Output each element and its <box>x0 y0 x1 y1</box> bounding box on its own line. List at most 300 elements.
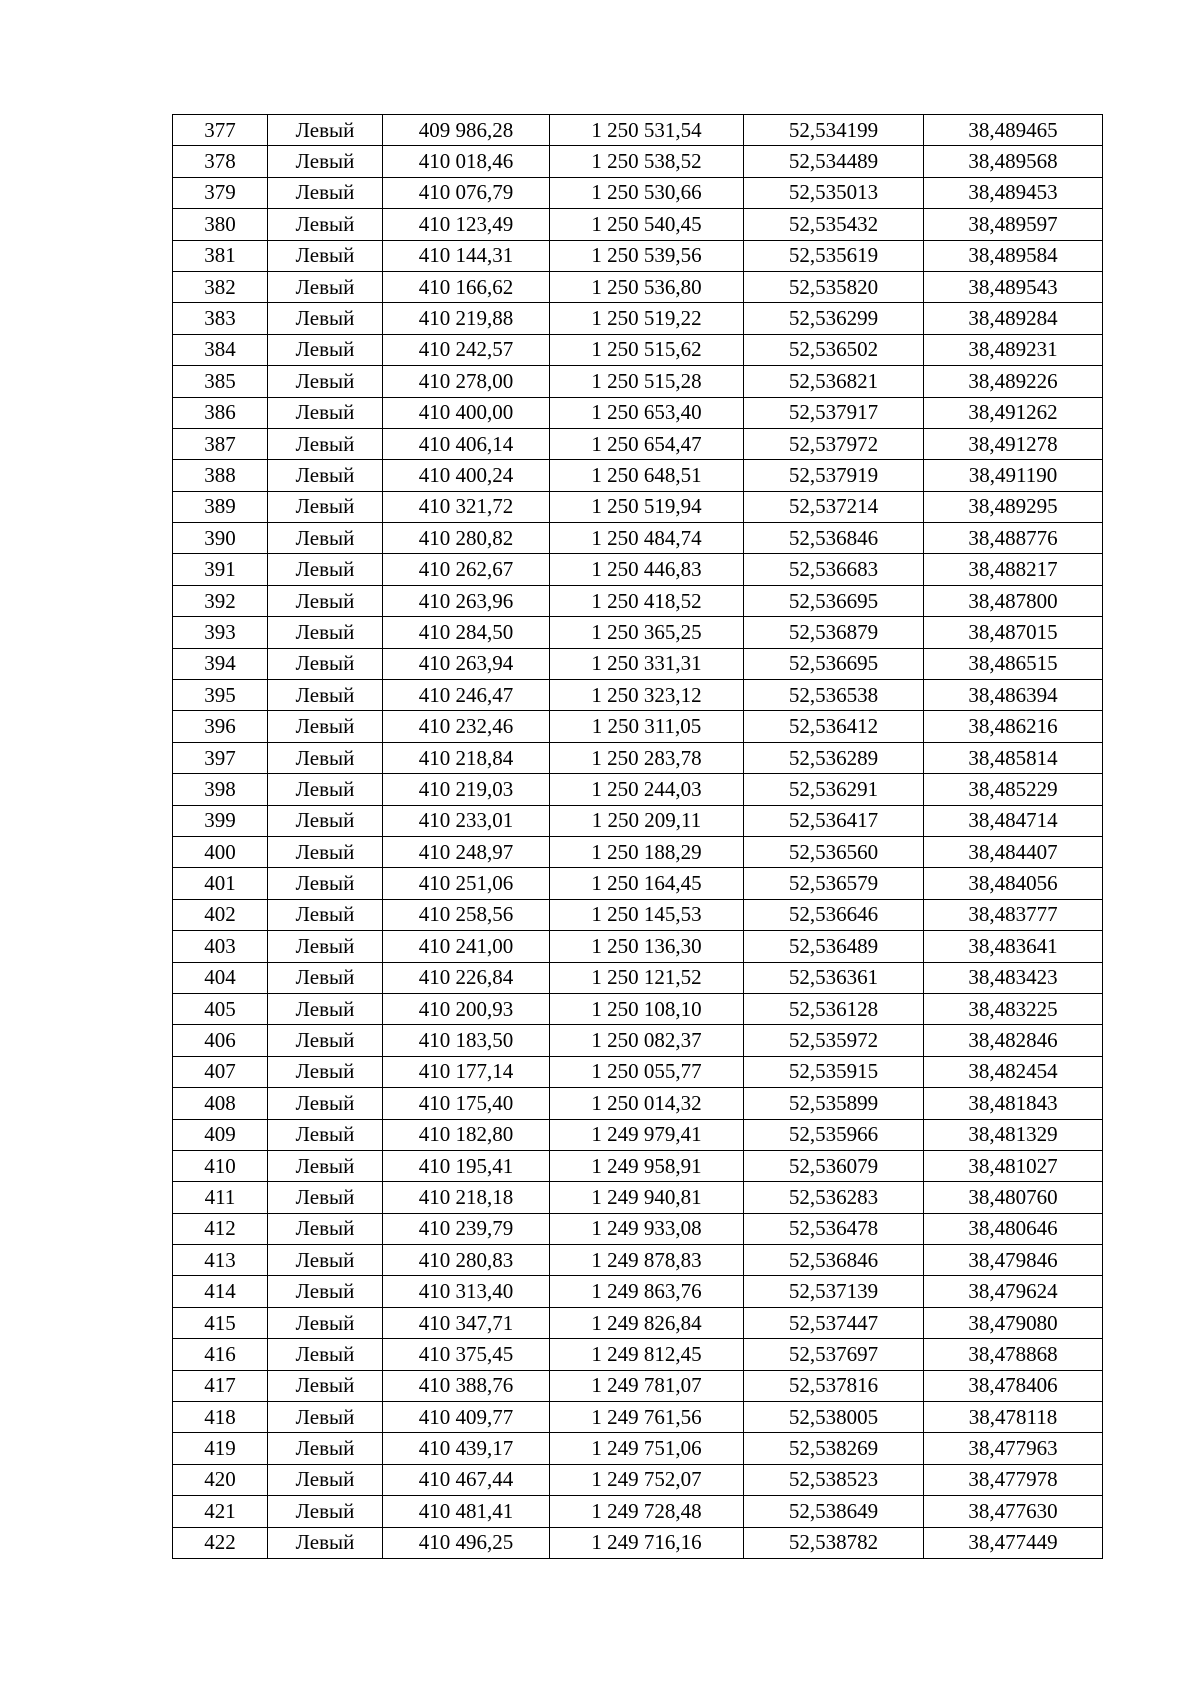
side-cell: Левый <box>268 177 383 208</box>
x-coordinate-cell: 410 496,25 <box>383 1527 550 1558</box>
y-coordinate-cell: 1 250 283,78 <box>550 742 744 773</box>
y-coordinate-cell: 1 250 536,80 <box>550 271 744 302</box>
longitude-cell: 38,483641 <box>924 931 1103 962</box>
table-row <box>173 1245 1103 1276</box>
longitude-cell: 38,489453 <box>924 177 1103 208</box>
side-cell: Левый <box>268 1339 383 1370</box>
latitude-cell: 52,536079 <box>744 1150 924 1181</box>
table-row <box>173 868 1103 899</box>
table-row <box>173 523 1103 554</box>
y-coordinate-cell: 1 249 812,45 <box>550 1339 744 1370</box>
x-coordinate-cell: 410 239,79 <box>383 1213 550 1244</box>
x-coordinate-cell: 410 242,57 <box>383 334 550 365</box>
latitude-cell: 52,535899 <box>744 1088 924 1119</box>
point-number-cell: 385 <box>173 366 268 397</box>
longitude-cell: 38,482846 <box>924 1025 1103 1056</box>
table-row <box>173 1402 1103 1433</box>
point-number-cell: 418 <box>173 1402 268 1433</box>
table-row <box>173 774 1103 805</box>
y-coordinate-cell: 1 250 539,56 <box>550 240 744 271</box>
side-cell: Левый <box>268 554 383 585</box>
latitude-cell: 52,538005 <box>744 1402 924 1433</box>
point-number-cell: 397 <box>173 742 268 773</box>
y-coordinate-cell: 1 250 515,62 <box>550 334 744 365</box>
y-coordinate-cell: 1 250 648,51 <box>550 460 744 491</box>
table-row <box>173 1150 1103 1181</box>
point-number-cell: 406 <box>173 1025 268 1056</box>
point-number-cell: 417 <box>173 1370 268 1401</box>
latitude-cell: 52,538523 <box>744 1464 924 1495</box>
x-coordinate-cell: 410 144,31 <box>383 240 550 271</box>
latitude-cell: 52,535966 <box>744 1119 924 1150</box>
latitude-cell: 52,536361 <box>744 962 924 993</box>
longitude-cell: 38,481843 <box>924 1088 1103 1119</box>
table-row <box>173 1056 1103 1087</box>
latitude-cell: 52,536417 <box>744 805 924 836</box>
x-coordinate-cell: 410 248,97 <box>383 836 550 867</box>
longitude-cell: 38,477978 <box>924 1464 1103 1495</box>
x-coordinate-cell: 410 400,00 <box>383 397 550 428</box>
x-coordinate-cell: 410 218,18 <box>383 1182 550 1213</box>
latitude-cell: 52,535820 <box>744 271 924 302</box>
latitude-cell: 52,536289 <box>744 742 924 773</box>
y-coordinate-cell: 1 250 136,30 <box>550 931 744 962</box>
side-cell: Левый <box>268 617 383 648</box>
point-number-cell: 401 <box>173 868 268 899</box>
longitude-cell: 38,489284 <box>924 303 1103 334</box>
x-coordinate-cell: 410 262,67 <box>383 554 550 585</box>
table-row <box>173 962 1103 993</box>
table-row <box>173 993 1103 1024</box>
table-row <box>173 460 1103 491</box>
y-coordinate-cell: 1 250 365,25 <box>550 617 744 648</box>
y-coordinate-cell: 1 250 519,94 <box>550 491 744 522</box>
y-coordinate-cell: 1 249 940,81 <box>550 1182 744 1213</box>
y-coordinate-cell: 1 249 933,08 <box>550 1213 744 1244</box>
point-number-cell: 395 <box>173 680 268 711</box>
x-coordinate-cell: 410 263,96 <box>383 585 550 616</box>
table-row <box>173 554 1103 585</box>
table-row <box>173 115 1103 146</box>
point-number-cell: 390 <box>173 523 268 554</box>
latitude-cell: 52,534489 <box>744 146 924 177</box>
side-cell: Левый <box>268 1527 383 1558</box>
point-number-cell: 391 <box>173 554 268 585</box>
table-row <box>173 805 1103 836</box>
table-row <box>173 1464 1103 1495</box>
side-cell: Левый <box>268 1119 383 1150</box>
latitude-cell: 52,538269 <box>744 1433 924 1464</box>
point-number-cell: 422 <box>173 1527 268 1558</box>
x-coordinate-cell: 410 313,40 <box>383 1276 550 1307</box>
longitude-cell: 38,478118 <box>924 1402 1103 1433</box>
latitude-cell: 52,536412 <box>744 711 924 742</box>
table-row <box>173 1276 1103 1307</box>
y-coordinate-cell: 1 250 531,54 <box>550 115 744 146</box>
table-row <box>173 1307 1103 1338</box>
longitude-cell: 38,483423 <box>924 962 1103 993</box>
x-coordinate-cell: 410 321,72 <box>383 491 550 522</box>
y-coordinate-cell: 1 250 418,52 <box>550 585 744 616</box>
x-coordinate-cell: 410 166,62 <box>383 271 550 302</box>
side-cell: Левый <box>268 1213 383 1244</box>
point-number-cell: 396 <box>173 711 268 742</box>
x-coordinate-cell: 410 409,77 <box>383 1402 550 1433</box>
x-coordinate-cell: 410 018,46 <box>383 146 550 177</box>
table-row <box>173 1370 1103 1401</box>
point-number-cell: 381 <box>173 240 268 271</box>
longitude-cell: 38,487015 <box>924 617 1103 648</box>
point-number-cell: 413 <box>173 1245 268 1276</box>
longitude-cell: 38,480646 <box>924 1213 1103 1244</box>
longitude-cell: 38,484407 <box>924 836 1103 867</box>
table-row <box>173 366 1103 397</box>
side-cell: Левый <box>268 428 383 459</box>
longitude-cell: 38,485229 <box>924 774 1103 805</box>
side-cell: Левый <box>268 240 383 271</box>
longitude-cell: 38,484056 <box>924 868 1103 899</box>
table-row <box>173 585 1103 616</box>
x-coordinate-cell: 410 278,00 <box>383 366 550 397</box>
point-number-cell: 402 <box>173 899 268 930</box>
longitude-cell: 38,489295 <box>924 491 1103 522</box>
y-coordinate-cell: 1 250 484,74 <box>550 523 744 554</box>
x-coordinate-cell: 410 219,88 <box>383 303 550 334</box>
point-number-cell: 403 <box>173 931 268 962</box>
point-number-cell: 387 <box>173 428 268 459</box>
x-coordinate-cell: 410 388,76 <box>383 1370 550 1401</box>
point-number-cell: 379 <box>173 177 268 208</box>
point-number-cell: 410 <box>173 1150 268 1181</box>
longitude-cell: 38,477963 <box>924 1433 1103 1464</box>
side-cell: Левый <box>268 805 383 836</box>
latitude-cell: 52,537139 <box>744 1276 924 1307</box>
side-cell: Левый <box>268 1370 383 1401</box>
y-coordinate-cell: 1 249 958,91 <box>550 1150 744 1181</box>
side-cell: Левый <box>268 899 383 930</box>
x-coordinate-cell: 410 195,41 <box>383 1150 550 1181</box>
y-coordinate-cell: 1 249 716,16 <box>550 1527 744 1558</box>
side-cell: Левый <box>268 1402 383 1433</box>
table-row <box>173 428 1103 459</box>
x-coordinate-cell: 409 986,28 <box>383 115 550 146</box>
side-cell: Левый <box>268 962 383 993</box>
x-coordinate-cell: 410 280,82 <box>383 523 550 554</box>
side-cell: Левый <box>268 397 383 428</box>
table-row <box>173 648 1103 679</box>
table-row <box>173 711 1103 742</box>
side-cell: Левый <box>268 1025 383 1056</box>
side-cell: Левый <box>268 1464 383 1495</box>
point-number-cell: 409 <box>173 1119 268 1150</box>
longitude-cell: 38,478406 <box>924 1370 1103 1401</box>
latitude-cell: 52,536821 <box>744 366 924 397</box>
y-coordinate-cell: 1 250 121,52 <box>550 962 744 993</box>
table-row <box>173 1088 1103 1119</box>
side-cell: Левый <box>268 931 383 962</box>
side-cell: Левый <box>268 366 383 397</box>
side-cell: Левый <box>268 334 383 365</box>
x-coordinate-cell: 410 263,94 <box>383 648 550 679</box>
side-cell: Левый <box>268 868 383 899</box>
y-coordinate-cell: 1 250 540,45 <box>550 209 744 240</box>
y-coordinate-cell: 1 250 653,40 <box>550 397 744 428</box>
latitude-cell: 52,536502 <box>744 334 924 365</box>
side-cell: Левый <box>268 1182 383 1213</box>
point-number-cell: 405 <box>173 993 268 1024</box>
table-row <box>173 899 1103 930</box>
latitude-cell: 52,536846 <box>744 523 924 554</box>
side-cell: Левый <box>268 146 383 177</box>
y-coordinate-cell: 1 249 878,83 <box>550 1245 744 1276</box>
side-cell: Левый <box>268 1088 383 1119</box>
side-cell: Левый <box>268 836 383 867</box>
side-cell: Левый <box>268 680 383 711</box>
table-row <box>173 680 1103 711</box>
x-coordinate-cell: 410 280,83 <box>383 1245 550 1276</box>
table-row <box>173 146 1103 177</box>
latitude-cell: 52,537917 <box>744 397 924 428</box>
longitude-cell: 38,488217 <box>924 554 1103 585</box>
side-cell: Левый <box>268 742 383 773</box>
y-coordinate-cell: 1 250 145,53 <box>550 899 744 930</box>
side-cell: Левый <box>268 1496 383 1527</box>
y-coordinate-cell: 1 249 979,41 <box>550 1119 744 1150</box>
longitude-cell: 38,489597 <box>924 209 1103 240</box>
side-cell: Левый <box>268 491 383 522</box>
side-cell: Левый <box>268 460 383 491</box>
y-coordinate-cell: 1 250 188,29 <box>550 836 744 867</box>
y-coordinate-cell: 1 250 519,22 <box>550 303 744 334</box>
side-cell: Левый <box>268 585 383 616</box>
side-cell: Левый <box>268 1276 383 1307</box>
latitude-cell: 52,537816 <box>744 1370 924 1401</box>
latitude-cell: 52,536283 <box>744 1182 924 1213</box>
point-number-cell: 398 <box>173 774 268 805</box>
latitude-cell: 52,536291 <box>744 774 924 805</box>
longitude-cell: 38,481329 <box>924 1119 1103 1150</box>
y-coordinate-cell: 1 249 863,76 <box>550 1276 744 1307</box>
latitude-cell: 52,537972 <box>744 428 924 459</box>
x-coordinate-cell: 410 218,84 <box>383 742 550 773</box>
y-coordinate-cell: 1 250 209,11 <box>550 805 744 836</box>
point-number-cell: 383 <box>173 303 268 334</box>
table-row <box>173 177 1103 208</box>
longitude-cell: 38,483225 <box>924 993 1103 1024</box>
latitude-cell: 52,536560 <box>744 836 924 867</box>
x-coordinate-cell: 410 400,24 <box>383 460 550 491</box>
longitude-cell: 38,482454 <box>924 1056 1103 1087</box>
point-number-cell: 394 <box>173 648 268 679</box>
longitude-cell: 38,477630 <box>924 1496 1103 1527</box>
point-number-cell: 419 <box>173 1433 268 1464</box>
point-number-cell: 420 <box>173 1464 268 1495</box>
x-coordinate-cell: 410 219,03 <box>383 774 550 805</box>
longitude-cell: 38,486216 <box>924 711 1103 742</box>
x-coordinate-cell: 410 246,47 <box>383 680 550 711</box>
side-cell: Левый <box>268 774 383 805</box>
point-number-cell: 415 <box>173 1307 268 1338</box>
y-coordinate-cell: 1 250 530,66 <box>550 177 744 208</box>
table-row <box>173 1527 1103 1558</box>
longitude-cell: 38,481027 <box>924 1150 1103 1181</box>
table-row <box>173 931 1103 962</box>
longitude-cell: 38,491278 <box>924 428 1103 459</box>
point-number-cell: 404 <box>173 962 268 993</box>
longitude-cell: 38,489584 <box>924 240 1103 271</box>
y-coordinate-cell: 1 249 752,07 <box>550 1464 744 1495</box>
point-number-cell: 421 <box>173 1496 268 1527</box>
side-cell: Левый <box>268 209 383 240</box>
latitude-cell: 52,536879 <box>744 617 924 648</box>
x-coordinate-cell: 410 123,49 <box>383 209 550 240</box>
latitude-cell: 52,538782 <box>744 1527 924 1558</box>
table-row <box>173 303 1103 334</box>
x-coordinate-cell: 410 183,50 <box>383 1025 550 1056</box>
table-row <box>173 1496 1103 1527</box>
y-coordinate-cell: 1 250 538,52 <box>550 146 744 177</box>
point-number-cell: 399 <box>173 805 268 836</box>
latitude-cell: 52,537919 <box>744 460 924 491</box>
point-number-cell: 382 <box>173 271 268 302</box>
point-number-cell: 400 <box>173 836 268 867</box>
longitude-cell: 38,478868 <box>924 1339 1103 1370</box>
table-row <box>173 1119 1103 1150</box>
point-number-cell: 412 <box>173 1213 268 1244</box>
point-number-cell: 388 <box>173 460 268 491</box>
y-coordinate-cell: 1 250 446,83 <box>550 554 744 585</box>
latitude-cell: 52,536695 <box>744 585 924 616</box>
latitude-cell: 52,535013 <box>744 177 924 208</box>
latitude-cell: 52,535432 <box>744 209 924 240</box>
table-row <box>173 397 1103 428</box>
x-coordinate-cell: 410 467,44 <box>383 1464 550 1495</box>
y-coordinate-cell: 1 250 323,12 <box>550 680 744 711</box>
latitude-cell: 52,536579 <box>744 868 924 899</box>
longitude-cell: 38,489543 <box>924 271 1103 302</box>
side-cell: Левый <box>268 711 383 742</box>
table-row <box>173 1433 1103 1464</box>
point-number-cell: 393 <box>173 617 268 648</box>
x-coordinate-cell: 410 233,01 <box>383 805 550 836</box>
latitude-cell: 52,535972 <box>744 1025 924 1056</box>
y-coordinate-cell: 1 250 082,37 <box>550 1025 744 1056</box>
table-row <box>173 1213 1103 1244</box>
table-row <box>173 334 1103 365</box>
x-coordinate-cell: 410 241,00 <box>383 931 550 962</box>
side-cell: Левый <box>268 1245 383 1276</box>
x-coordinate-cell: 410 175,40 <box>383 1088 550 1119</box>
side-cell: Левый <box>268 1150 383 1181</box>
latitude-cell: 52,536128 <box>744 993 924 1024</box>
y-coordinate-cell: 1 250 164,45 <box>550 868 744 899</box>
latitude-cell: 52,537697 <box>744 1339 924 1370</box>
point-number-cell: 377 <box>173 115 268 146</box>
longitude-cell: 38,488776 <box>924 523 1103 554</box>
longitude-cell: 38,489465 <box>924 115 1103 146</box>
x-coordinate-cell: 410 251,06 <box>383 868 550 899</box>
longitude-cell: 38,486394 <box>924 680 1103 711</box>
x-coordinate-cell: 410 481,41 <box>383 1496 550 1527</box>
x-coordinate-cell: 410 182,80 <box>383 1119 550 1150</box>
latitude-cell: 52,536299 <box>744 303 924 334</box>
point-number-cell: 389 <box>173 491 268 522</box>
table-row <box>173 1339 1103 1370</box>
longitude-cell: 38,484714 <box>924 805 1103 836</box>
coordinates-table <box>172 114 1103 1559</box>
longitude-cell: 38,491190 <box>924 460 1103 491</box>
table-row <box>173 617 1103 648</box>
side-cell: Левый <box>268 1307 383 1338</box>
point-number-cell: 411 <box>173 1182 268 1213</box>
x-coordinate-cell: 410 232,46 <box>383 711 550 742</box>
y-coordinate-cell: 1 250 654,47 <box>550 428 744 459</box>
y-coordinate-cell: 1 250 055,77 <box>550 1056 744 1087</box>
point-number-cell: 407 <box>173 1056 268 1087</box>
longitude-cell: 38,479624 <box>924 1276 1103 1307</box>
y-coordinate-cell: 1 250 108,10 <box>550 993 744 1024</box>
x-coordinate-cell: 410 375,45 <box>383 1339 550 1370</box>
point-number-cell: 414 <box>173 1276 268 1307</box>
side-cell: Левый <box>268 1056 383 1087</box>
longitude-cell: 38,480760 <box>924 1182 1103 1213</box>
y-coordinate-cell: 1 250 014,32 <box>550 1088 744 1119</box>
side-cell: Левый <box>268 303 383 334</box>
table-row <box>173 836 1103 867</box>
longitude-cell: 38,489226 <box>924 366 1103 397</box>
point-number-cell: 378 <box>173 146 268 177</box>
latitude-cell: 52,536683 <box>744 554 924 585</box>
latitude-cell: 52,534199 <box>744 115 924 146</box>
table-row <box>173 1025 1103 1056</box>
x-coordinate-cell: 410 406,14 <box>383 428 550 459</box>
x-coordinate-cell: 410 347,71 <box>383 1307 550 1338</box>
table-row <box>173 742 1103 773</box>
point-number-cell: 384 <box>173 334 268 365</box>
side-cell: Левый <box>268 993 383 1024</box>
side-cell: Левый <box>268 271 383 302</box>
y-coordinate-cell: 1 250 515,28 <box>550 366 744 397</box>
latitude-cell: 52,537447 <box>744 1307 924 1338</box>
point-number-cell: 392 <box>173 585 268 616</box>
x-coordinate-cell: 410 258,56 <box>383 899 550 930</box>
y-coordinate-cell: 1 250 331,31 <box>550 648 744 679</box>
table-row <box>173 1182 1103 1213</box>
y-coordinate-cell: 1 249 826,84 <box>550 1307 744 1338</box>
latitude-cell: 52,536489 <box>744 931 924 962</box>
y-coordinate-cell: 1 249 781,07 <box>550 1370 744 1401</box>
point-number-cell: 416 <box>173 1339 268 1370</box>
longitude-cell: 38,477449 <box>924 1527 1103 1558</box>
y-coordinate-cell: 1 249 728,48 <box>550 1496 744 1527</box>
x-coordinate-cell: 410 439,17 <box>383 1433 550 1464</box>
side-cell: Левый <box>268 648 383 679</box>
longitude-cell: 38,487800 <box>924 585 1103 616</box>
x-coordinate-cell: 410 177,14 <box>383 1056 550 1087</box>
point-number-cell: 408 <box>173 1088 268 1119</box>
coordinates-table-body <box>173 115 1103 1559</box>
x-coordinate-cell: 410 200,93 <box>383 993 550 1024</box>
table-row <box>173 209 1103 240</box>
longitude-cell: 38,479846 <box>924 1245 1103 1276</box>
latitude-cell: 52,536538 <box>744 680 924 711</box>
longitude-cell: 38,479080 <box>924 1307 1103 1338</box>
latitude-cell: 52,535915 <box>744 1056 924 1087</box>
y-coordinate-cell: 1 249 761,56 <box>550 1402 744 1433</box>
longitude-cell: 38,489231 <box>924 334 1103 365</box>
side-cell: Левый <box>268 115 383 146</box>
latitude-cell: 52,535619 <box>744 240 924 271</box>
